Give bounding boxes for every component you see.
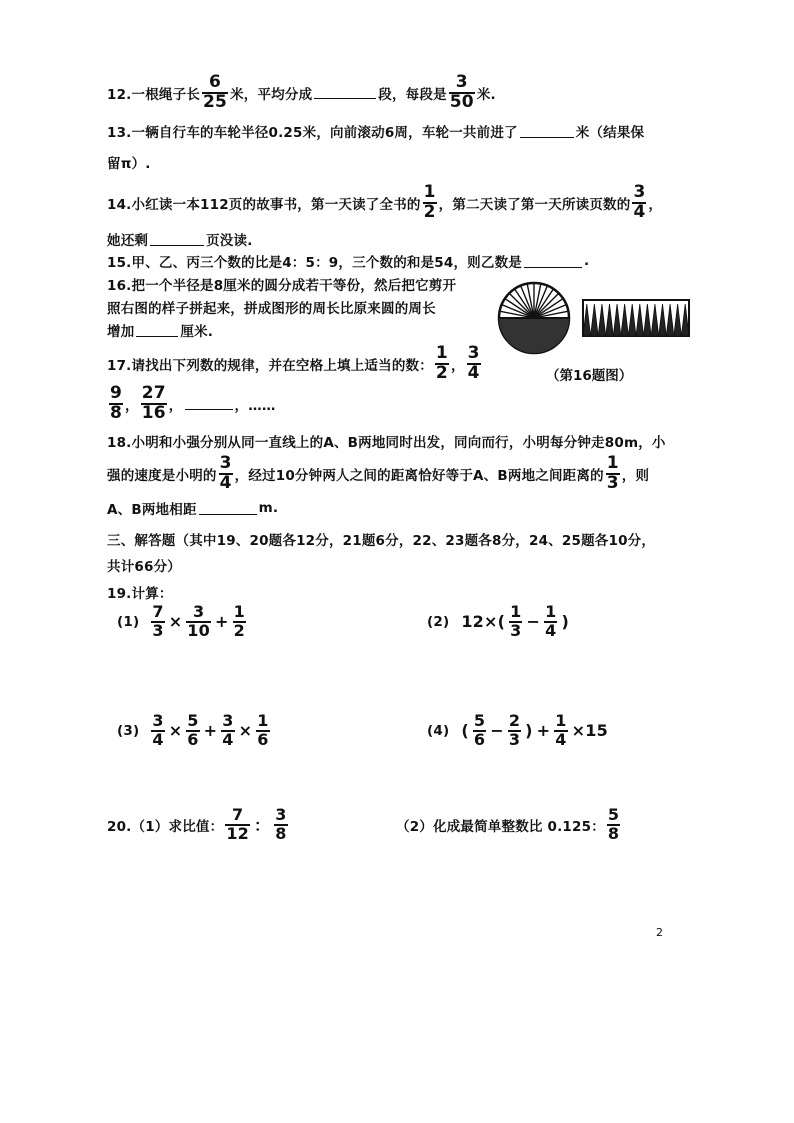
fraction-3-8: $\frac{3}{8}$ xyxy=(275,805,287,843)
question-16-line-2: 照右图的样子拼起来，拼成图形的周长比原来圆的周长 xyxy=(107,301,436,317)
question-15: 15.甲、乙、丙三个数的比是4：5：9，三个数的和是54，则乙数是 . xyxy=(107,253,590,271)
fraction-27-16: $\frac{27}{16}$ xyxy=(141,383,166,423)
fraction-7-3: $\frac{7}{3}$ xyxy=(152,602,164,640)
q12-text-post2: 米. xyxy=(476,86,496,103)
q12-text-post1: 段，每段是 xyxy=(378,86,447,103)
q12-answer-blank-1[interactable] xyxy=(314,86,376,99)
fraction-7-12: $\frac{7}{12}$ xyxy=(226,805,249,843)
fraction-1-2: $\frac{1}{2}$ xyxy=(423,182,436,222)
section-3-heading: 三、解答题（其中19、20题各12分，21题6分，22、23题各8分，24、25题各10分， xyxy=(107,533,656,549)
q19-part-4: (4) ( $\frac{5}{6}$ − $\frac{2}{3}$ ) + $\frac{1}{4}$ ×15 xyxy=(427,711,608,749)
q18-answer-blank[interactable] xyxy=(199,502,257,515)
fraction-3-4: $\frac{3}{4}$ xyxy=(467,343,480,383)
fraction-1-3: $\frac{1}{3}$ xyxy=(606,453,619,493)
q19-part-2: (2) 12×( $\frac{1}{3}$ − $\frac{1}{4}$ ) xyxy=(427,602,569,640)
q15-answer-blank[interactable] xyxy=(524,255,582,268)
question-14-line-2: 她还剩 页没读. xyxy=(107,233,253,249)
question-17-line-2: $\frac{9}{8}$ ， $\frac{27}{16}$ ， ，…… xyxy=(110,383,276,423)
q20-part-1: 20.（1）求比值： $\frac{7}{12}$ ： $\frac{3}{8}$ xyxy=(107,805,287,843)
question-16-line-3: 增加 厘米. xyxy=(107,324,214,340)
q20-part-2: （2）化成最简单整数比 0.125： $\frac{5}{8}$ xyxy=(396,805,620,843)
question-18-line-3: A、B两地相距 m. xyxy=(107,500,279,518)
q19-part-1: (1) $\frac{7}{3}$ × $\frac{3}{10}$ + $\frac{1}{2}$ xyxy=(117,602,245,640)
circle-sectors-figure xyxy=(496,280,572,356)
q13-answer-blank[interactable] xyxy=(520,125,574,138)
question-12 xyxy=(107,74,496,112)
question-14-line-1: 14.小红读一本112页的故事书，第一天读了全书的 $\frac{1}{2}$ ，第二天读了第一天所读页数的 $\frac{3}{4}$ ， xyxy=(107,182,663,222)
fraction-3-4: $\frac{3}{4}$ xyxy=(633,182,646,222)
fraction-3-10: $\frac{3}{10}$ xyxy=(187,602,210,640)
q12-text-pre: 12.一根绳子长 xyxy=(107,86,201,103)
q16-answer-blank[interactable] xyxy=(136,324,178,337)
question-18-line-1: 18.小明和小强分别从同一直线上的A、B两地同时出发，同向而行，小明每分钟走80m，小 xyxy=(107,435,666,451)
fraction-1-2: $\frac{1}{2}$ xyxy=(435,343,448,383)
fraction-6-25: $\frac{6}{25}$ xyxy=(203,72,228,112)
fraction-5-6: $\frac{5}{6}$ xyxy=(187,711,199,749)
q12-text-mid: 米，平均分成 xyxy=(230,86,313,103)
fraction-9-8: $\frac{9}{8}$ xyxy=(110,383,123,423)
fraction-5-6: $\frac{5}{6}$ xyxy=(473,711,486,749)
fraction-3-4: $\frac{3}{4}$ xyxy=(219,453,232,493)
fraction-3-4: $\frac{3}{4}$ xyxy=(222,711,234,749)
section-3-heading-line-2: 共计66分） xyxy=(107,559,181,575)
fraction-1-6: $\frac{1}{6}$ xyxy=(257,711,269,749)
figure-caption: （第16题图） xyxy=(546,368,633,384)
q14-answer-blank[interactable] xyxy=(150,233,204,246)
question-17-line-1: 17.请找出下列数的规律，并在空格上填上适当的数： $\frac{1}{2}$ ， $\frac{3}{4}$ xyxy=(107,343,480,383)
fraction-5-8: $\frac{5}{8}$ xyxy=(607,805,620,843)
rearranged-strip-figure xyxy=(582,298,690,338)
question-18-line-2: 强的速度是小明的 $\frac{3}{4}$ ，经过10分钟两人之间的距离恰好等于A、B两地之间距离的 $\frac{1}{3}$ ，则 xyxy=(107,453,650,493)
page-number: 2 xyxy=(656,926,663,939)
fraction-1-2: $\frac{1}{2}$ xyxy=(233,602,245,640)
question-19-title: 19.计算： xyxy=(107,586,173,602)
fraction-1-4: $\frac{1}{4}$ xyxy=(545,602,557,640)
fraction-3-50: $\frac{3}{50}$ xyxy=(449,72,474,112)
fraction-1-3: $\frac{1}{3}$ xyxy=(510,602,522,640)
question-16-line-1: 16.把一个半径是8厘米的圆分成若干等份，然后把它剪开 xyxy=(107,278,457,294)
fraction-3-4: $\frac{3}{4}$ xyxy=(152,711,164,749)
fraction-2-3: $\frac{2}{3}$ xyxy=(508,711,521,749)
q17-answer-blank[interactable] xyxy=(185,397,233,410)
fraction-1-4: $\frac{1}{4}$ xyxy=(555,711,567,749)
question-13-line-2: 留π）. xyxy=(107,156,151,172)
question-13-line-1: 13.一辆自行车的车轮半径0.25米，向前滚动6周，车轮一共前进了 米（结果保 xyxy=(107,125,645,141)
q19-part-3: (3) $\frac{3}{4}$ × $\frac{5}{6}$ + $\frac{3}{4}$ × $\frac{1}{6}$ xyxy=(117,711,269,749)
